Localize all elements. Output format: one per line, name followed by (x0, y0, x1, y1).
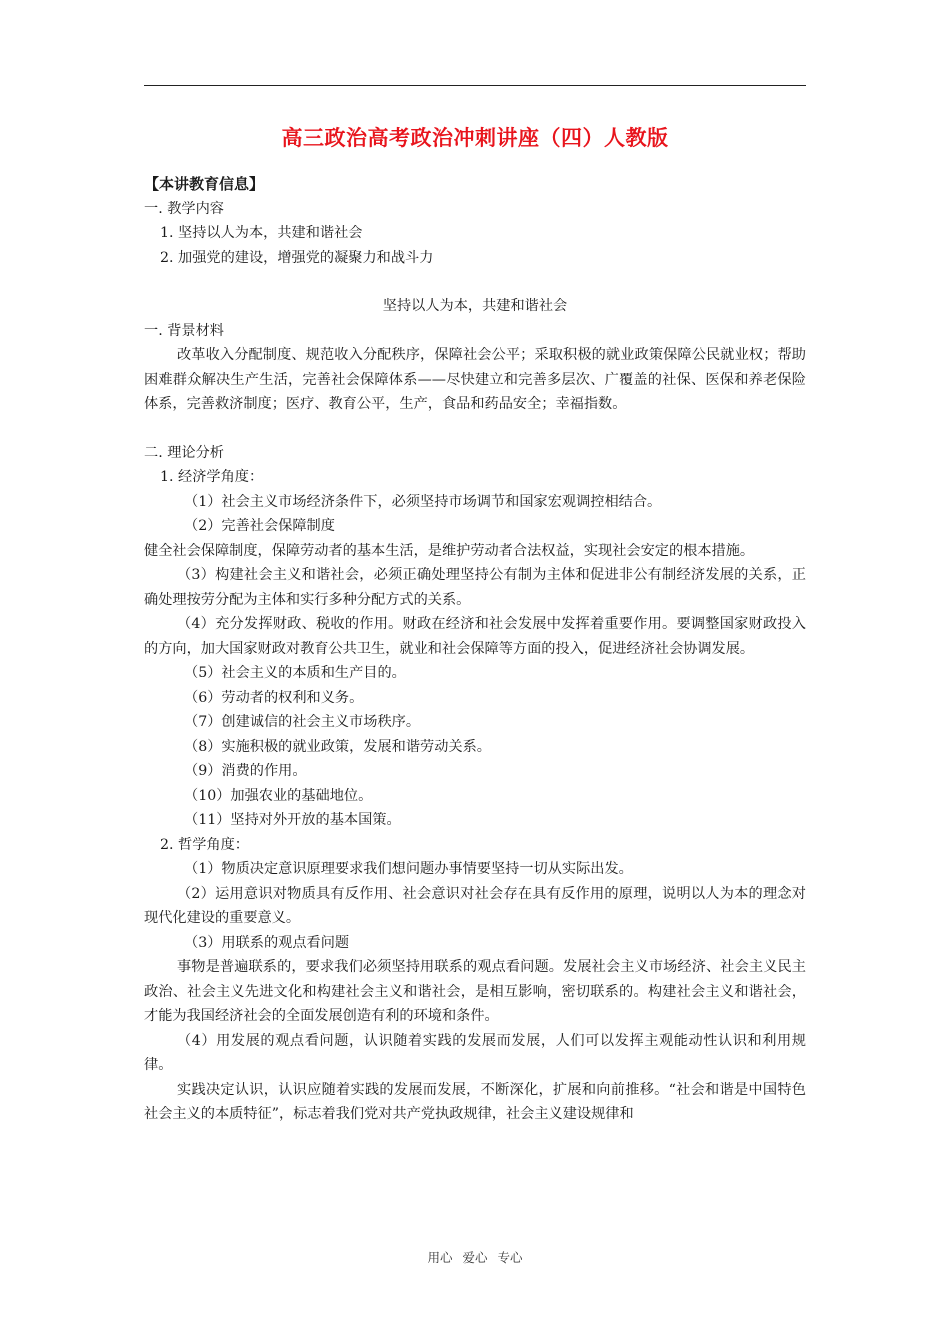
econ-point: （11）坚持对外开放的基本国策。 (184, 812, 401, 828)
header-rule (144, 85, 806, 86)
section-header: 【本讲教育信息】 (144, 175, 265, 193)
econ-point: （4）充分发挥财政、税收的作用。财政在经济和社会发展中发挥着重要作用。要调整国家财政投入的方向，加大国家财政对教育公共卫生，就业和社会保障等方面的投入，促进经济社会协调发展。 (144, 616, 806, 657)
background-text: 改革收入分配制度、规范收入分配秩序，保障社会公平；采取积极的就业政策保障公民就业权；帮助困难群众解决生产生活，完善社会保障体系——尽快建立和完善多层次、广覆盖的社保、医保和养老保险体系，完善救济制度；医疗、教育公平，生产，食品和药品安全；幸福指数。 (144, 347, 806, 412)
econ-point: （8）实施积极的就业政策，发展和谐劳动关系。 (184, 738, 491, 755)
phil-point-text: 事物是普遍联系的，要求我们必须坚持用联系的观点看问题。发展社会主义市场经济、社会主义民主政治、社会主义先进文化和构建社会主义和谐社会，是相互影响，密切联系的。构建社会主义和谐社会，才能为我国经济社会的全面发展创造有利的环境和条件。 (144, 959, 806, 1024)
document-body (144, 172, 806, 1127)
econ-point: （5）社会主义的本质和生产目的。 (184, 665, 406, 681)
phil-point: （3）用联系的观点看问题 (184, 934, 350, 951)
teaching-heading: 一. 教学内容 (144, 200, 224, 217)
page-footer: 用心 爱心 专心 (427, 1250, 523, 1265)
econ-point: （1）社会主义市场经济条件下，必须坚持市场调节和国家宏观调控相结合。 (184, 493, 662, 510)
econ-point: （3）构建社会主义和谐社会，必须正确处理坚持公有制为主体和促进非公有制经济发展的关系，正确处理按劳分配为主体和实行多种分配方式的关系。 (144, 567, 806, 608)
phil-heading: 2. 哲学角度： (160, 836, 249, 853)
teaching-item: 2. 加强党的建设，增强党的凝聚力和战斗力 (160, 249, 434, 266)
phil-point-text: 实践决定认识，认识应随着实践的发展而发展，不断深化，扩展和向前推移。“社会和谐是中国特色社会主义的本质特征”，标志着我们党对共产党执政规律，社会主义建设规律和 (144, 1081, 806, 1122)
document-title: 高三政治高考政治冲刺讲座（四）人教版 (281, 125, 669, 150)
phil-point: （2）运用意识对物质具有反作用、社会意识对社会存在具有反作用的原理，说明以人为本的理念对现代化建设的重要意义。 (144, 885, 806, 926)
phil-point: （4）用发展的观点看问题，认识随着实践的发展而发展，人们可以发挥主观能动性认识和利用规律。 (144, 1032, 806, 1073)
background-heading: 一. 背景材料 (144, 322, 224, 339)
econ-point: （7）创建诚信的社会主义市场秩序。 (184, 714, 421, 730)
econ-point: （6）劳动者的权利和义务。 (184, 689, 364, 706)
topic-title: 坚持以人为本，共建和谐社会 (382, 298, 568, 314)
phil-point: （1）物质决定意识原理要求我们想问题办事情要坚持一切从实际出发。 (184, 861, 633, 877)
econ-point: （9）消费的作用。 (184, 763, 307, 779)
teaching-item: 1. 坚持以人为本，共建和谐社会 (160, 225, 363, 241)
econ-point: （10）加强农业的基础地位。 (184, 787, 373, 804)
econ-point-text: 健全社会保障制度，保障劳动者的基本生活，是维护劳动者合法权益，实现社会安定的根本措施。 (144, 542, 755, 559)
theory-heading: 二. 理论分析 (144, 444, 224, 461)
econ-point: （2）完善社会保障制度 (184, 518, 335, 534)
econ-heading: 1. 经济学角度： (160, 469, 264, 485)
